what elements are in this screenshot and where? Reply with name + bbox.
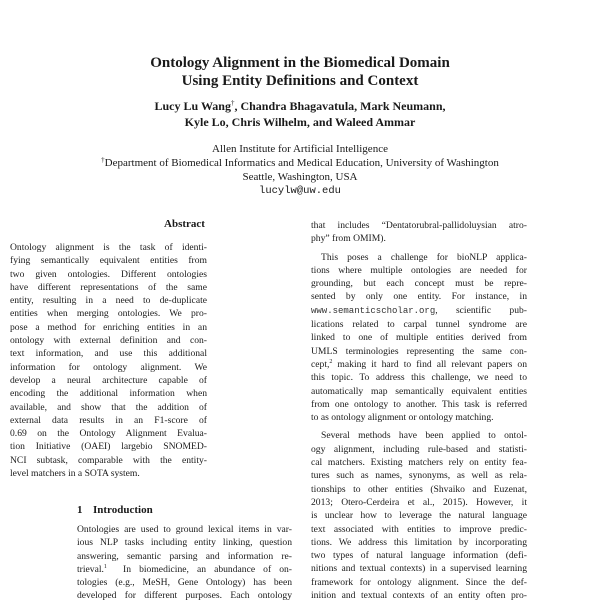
text-line: ious NLP tasks including entity linking, question (77, 537, 292, 549)
right-column (311, 219, 527, 602)
text-line: tions. We address this limitation by incorporating (311, 536, 527, 548)
intro-paragraph (77, 523, 292, 603)
text-line: fying semantically equivalent entities from (10, 255, 207, 267)
text-line: cept,$^2$ making it hard to find all relevant papers on (311, 358, 527, 370)
affiliation-mark: † (230, 99, 235, 107)
affiliation-line: †Department of Biomedical Informatics and Medical Education, University of Washington (101, 156, 499, 169)
section-heading (77, 503, 153, 517)
text-line: from one ontology to another. This task is referred (311, 398, 527, 410)
author-name: Lucy Lu Wang (154, 99, 231, 113)
text-line: tion Initiative (OAEI) largebio SNOMED- (10, 441, 207, 453)
affiliation-mark: † (101, 156, 105, 164)
footnote-mark: 2 (329, 358, 333, 365)
text-line: 2013; Otero-Cerdeira et al., 2015). However, it (311, 496, 527, 508)
abstract-heading: Abstract (164, 218, 205, 230)
paper-title (0, 54, 600, 90)
paragraph (311, 429, 527, 602)
text-line: level matchers in a SOTA system. (10, 468, 140, 480)
text-line: tures such as names, synonyms, as well as rela- (311, 470, 527, 482)
text-line: Ontology alignment is the task of identi- (10, 242, 207, 253)
affiliation-line: Allen Institute for Artificial Intelligence (212, 143, 388, 155)
affiliation-line: Seattle, Washington, USA (242, 171, 358, 183)
footnote-mark: 1 (103, 563, 107, 570)
text-line: available, and show that the addition of (10, 401, 207, 413)
text-line: developed for different purposes. Each ontology (77, 590, 292, 602)
text-line: trieval.$^1$ In biomedicine, an abundance of on- (77, 563, 293, 575)
text-line: automatically map semantically equivalent entities (311, 385, 527, 397)
abstract-body (0, 241, 215, 480)
text-line: this topic. To address this challenge, we need to (311, 372, 527, 384)
text-line: framework for ontology alignment. Since the def- (311, 576, 527, 588)
text-line: Several methods have been applied to ontol- (321, 430, 527, 442)
text-line: NCI subtask, comparable with the entity- (10, 454, 207, 466)
author-email: lucylw@uw.edu (259, 185, 341, 197)
text-line: to as ontology alignment or ontology matching. (311, 412, 494, 424)
author-line: Kyle Lo, Chris Wilhelm, and Waleed Ammar (184, 115, 416, 129)
text-line: UMLS terminologies representing the same con- (311, 345, 527, 357)
text-line: www.semanticscholar.org, scientific pub- (311, 304, 527, 316)
text-line: text associated with entities to improve predic- (311, 523, 527, 535)
text-line: lications related to carpal tunnel syndrome are (311, 319, 527, 331)
text-line: grounding, but each concept must be repre- (311, 278, 527, 290)
text-line: tions where multiple ontologies are needed for (311, 264, 527, 276)
text-line: is unclear how to leverage the natural language (311, 510, 527, 522)
text-line: ogy alignment, including rule-based and statisti- (311, 443, 527, 455)
title-line: Using Entity Definitions and Context (181, 73, 419, 89)
text-line: entities when merging ontologies. We pro- (10, 308, 207, 320)
text-line: entity, resulting in a need to de-duplicate (10, 295, 207, 307)
section-number: 1 (77, 504, 83, 516)
text-line: pose a method for enriching entities in an (10, 321, 207, 333)
author-names: , Chandra Bhagavatula, Mark Neumann, (234, 99, 446, 113)
text-line: Ontologies are used to ground lexical items in var- (77, 524, 292, 535)
affiliations (0, 142, 600, 198)
text-line: This poses a challenge for bioNLP applica- (321, 251, 527, 263)
text-line: phy” from OMIM). (311, 233, 386, 245)
text-line: have different representations of the same (10, 281, 207, 293)
text-line: that includes “Dentatorubral-pallidoluysian atro- (311, 220, 527, 231)
author-line (0, 98, 600, 114)
section-title: Introduction (93, 504, 153, 516)
text-line: ontology with external definition and con- (10, 335, 207, 347)
text-line: text information, and use this additional (10, 348, 207, 360)
text-line: linked to one of multiple entities derived from (311, 332, 527, 344)
text-line: external data results in an F1-score of (10, 414, 207, 426)
text-line: tologies (e.g., MeSH, Gene Ontology) has been (77, 577, 292, 589)
text-line: two given ontologies. Different ontologies (10, 268, 207, 280)
text-line: develop a neural architecture capable of (10, 374, 207, 386)
text-line: encoding the additional information when (10, 388, 207, 400)
text-line: 0.69 on the Ontology Alignment Evalua- (10, 428, 207, 440)
text-line: cal matchers. Existing matchers rely on entity fea- (311, 457, 527, 469)
text-line: sented by only one entity. For instance, in (311, 291, 527, 303)
text-line: tionships to other entities (Shvaiko and Euzenat, (311, 483, 527, 495)
text-line: answering, semantic parsing and information re- (77, 550, 292, 562)
author-list (0, 98, 600, 130)
text-line: two types of natural language information (defi- (311, 550, 527, 562)
url-link[interactable]: www.semanticscholar.org (311, 305, 436, 316)
text-line: nitions and textual contexts) in a supervised learning (311, 563, 527, 575)
title-line: Ontology Alignment in the Biomedical Domain (150, 55, 450, 71)
text-line: information for ontology alignment. We (10, 361, 207, 373)
text-line: inition and textual contexts of an entity often pro- (311, 590, 527, 602)
